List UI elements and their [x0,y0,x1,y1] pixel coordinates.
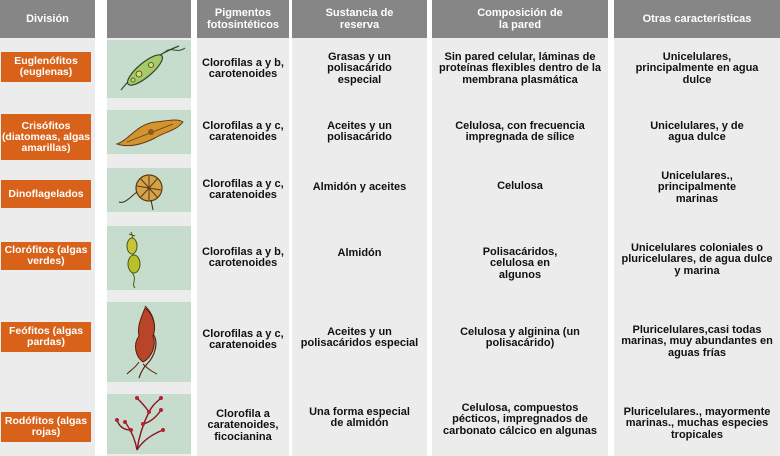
red-alga-icon [107,394,191,454]
green-alga-icon [107,226,191,290]
division-label: Crisófitos (diatomeas, algas amarillas) [1,114,91,160]
wall-cell: Celulosa, con frecuencia impregnada de sílice [455,119,585,143]
brown-alga-icon [107,302,191,382]
pigments-cell: Clorofila a caratenoides, ficocianina [207,407,279,443]
pigments-cell: Clorofilas a y b, carotenoides [202,56,284,80]
pigments-cell: Clorofilas a y c, caratenoides [202,119,284,143]
other-cell: Unicelulares, principalmente en agua dulce [635,50,759,86]
pigments-cell: Clorofilas a y c, caratenoides [202,327,284,351]
other-cell: Unicelulares., principalmente marinas [657,169,737,205]
reserve-cell: Grasas y un polisacárido especial [327,50,392,86]
euglena-icon [107,40,191,98]
dinoflagellate-icon [107,168,191,212]
division-label: Clorófitos (algas verdes) [1,242,91,270]
other-cell: Pluricelulares., mayormente marinas., muchas especies tropicales [623,405,771,441]
other-cell: Unicelulares coloniales o pluricelulares, de agua dulce y marina [621,241,773,277]
division-label: Rodófitos (algas rojas) [1,412,91,442]
reserve-cell: Almidón y aceites [312,181,407,194]
other-cell: Unicelulares, y de agua dulce [650,119,744,143]
header-division: División [0,0,95,38]
header-wall: Composición de la pared [432,0,608,38]
reserve-cell: Aceites y un polisacárido [327,119,392,143]
wall-cell: Celulosa y alginina (un polisacárido) [460,325,580,349]
diatom-icon [107,110,191,154]
division-label: Euglenófitos (euglenas) [1,52,91,82]
pigments-cell: Clorofilas a y b, carotenoides [202,245,284,269]
wall-cell: Polisacáridos, celulosa en algunos [482,245,558,281]
header-image [107,0,191,38]
wall-cell: Celulosa, compuestos pécticos, impregnados de carbonato cálcico en algunas [442,401,598,437]
reserve-cell: Almidón [337,247,382,260]
division-label: Feófitos (algas pardas) [1,322,91,352]
header-pigments: Pigmentos fotosintéticos [197,0,289,38]
header-other: Otras características [614,0,780,38]
division-label: Dinoflagelados [1,180,91,208]
header-reserve: Sustancia de reserva [292,0,427,38]
pigments-cell: Clorofilas a y c, caratenoides [202,177,284,201]
reserve-cell: Aceites y un polisacáridos especial [300,325,419,349]
wall-cell: Sin pared celular, láminas de proteínas flexibles dentro de la membrana plasmática [439,50,601,86]
reserve-cell: Una forma especial de almidón [309,405,410,429]
other-cell: Pluricelulares,casi todas marinas, muy abundantes en aguas frías [621,323,773,359]
wall-cell: Celulosa [497,180,543,193]
